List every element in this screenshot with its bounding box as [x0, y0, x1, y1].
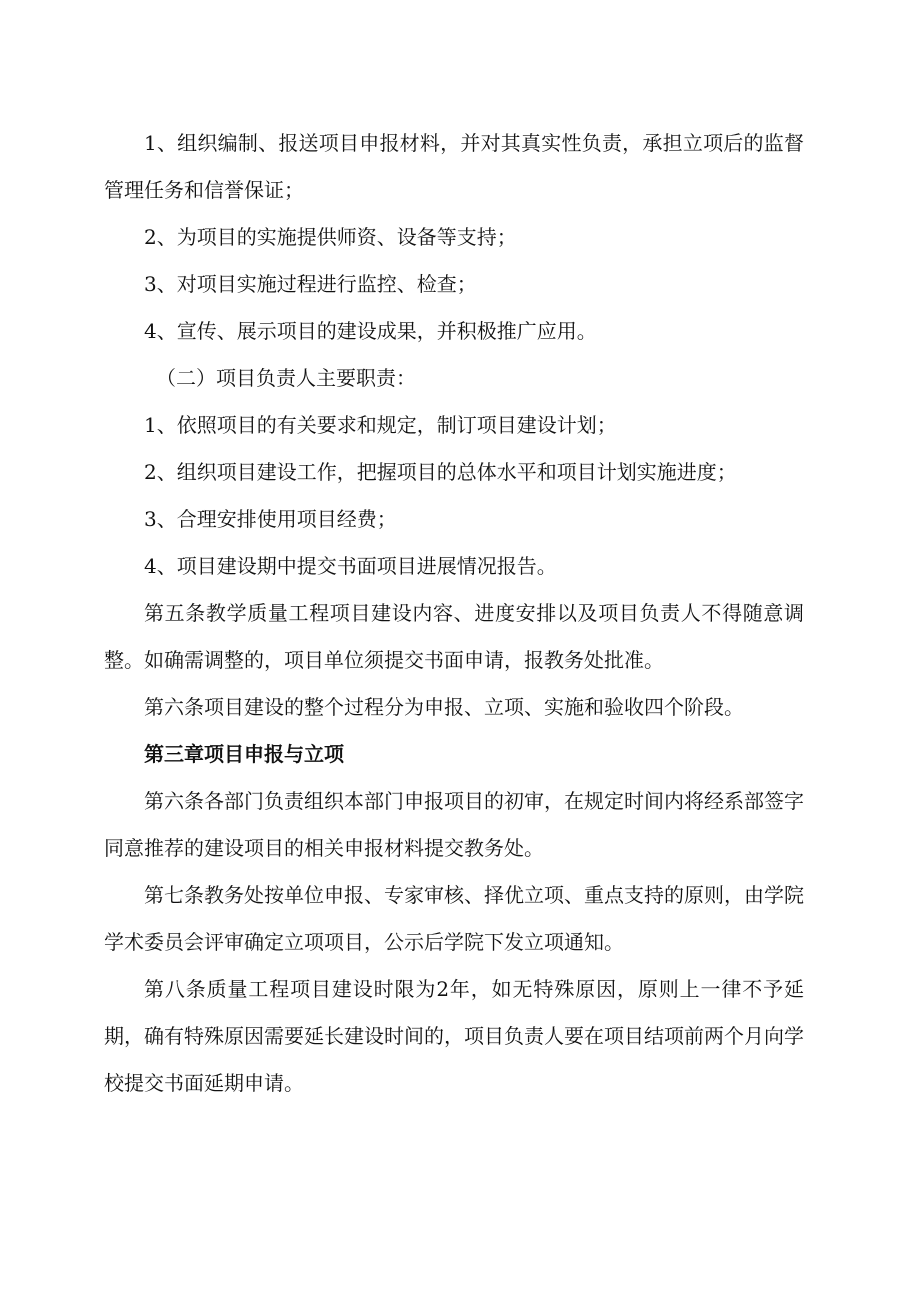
document-body	[104, 120, 804, 1107]
article-7: 第七条教务处按单位申报、专家审核、择优立项、重点支持的原则，由学院学术委员会评审确定立项项目，公示后学院下发立项通知。	[104, 883, 804, 954]
article-8: 第八条质量工程项目建设时限为2年，如无特殊原因，原则上一律不予延期，确有特殊原因需要延长建设时间的，项目负责人要在项目结项前两个月向学校提交书面延期申请。	[104, 977, 804, 1095]
chapter-3-heading: 第三章项目申报与立项	[144, 742, 344, 766]
duty-item-2: 2、为项目的实施提供师资、设备等支持；	[144, 225, 517, 249]
article-5: 第五条教学质量工程项目建设内容、进度安排以及项目负责人不得随意调整。如确需调整的，项目单位须提交书面申请，报教务处批准。	[104, 601, 804, 672]
section-subheading: （二）项目负责人主要职责：	[156, 366, 416, 390]
article-6-review: 第六条各部门负责组织本部门申报项目的初审，在规定时间内将经系部签字同意推荐的建设项目的相关申报材料提交教务处。	[104, 789, 804, 860]
duty-item-4: 4、宣传、展示项目的建设成果，并积极推广应用。	[144, 319, 597, 343]
article-6-stages: 第六条项目建设的整个过程分为申报、立项、实施和验收四个阶段。	[144, 695, 744, 719]
duty-item-3: 3、对项目实施过程进行监控、检查；	[144, 272, 477, 296]
leader-duty-item-4: 4、项目建设期中提交书面项目进展情况报告。	[144, 554, 557, 578]
leader-duty-item-1: 1、依照项目的有关要求和规定，制订项目建设计划；	[144, 413, 617, 437]
leader-duty-item-2: 2、组织项目建设工作，把握项目的总体水平和项目计划实施进度；	[144, 460, 737, 484]
duty-item-1: 1、组织编制、报送项目申报材料，并对其真实性负责，承担立项后的监督管理任务和信誉保证；	[104, 131, 804, 202]
leader-duty-item-3: 3、合理安排使用项目经费；	[144, 507, 397, 531]
